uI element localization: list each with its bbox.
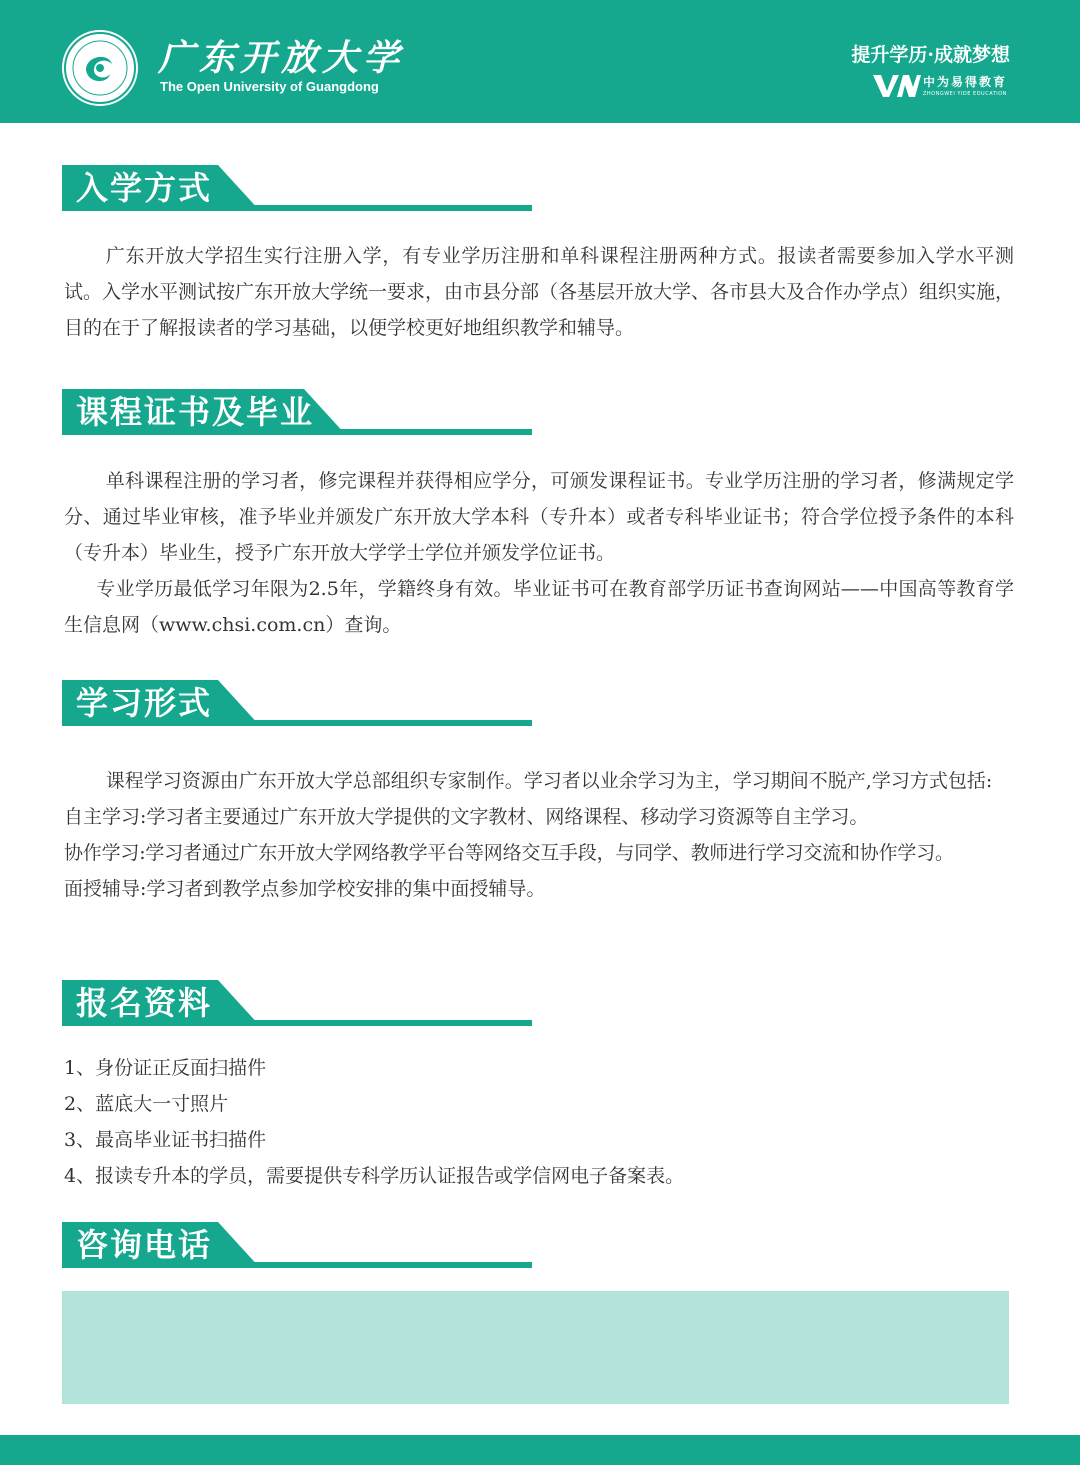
brand-name-cn: 中为易得教育 [923,75,1008,89]
footer-bar [0,1435,1080,1465]
study-mode-item: 协作学习:学习者通过广东开放大学网络教学平台等网络交互手段，与同学、教师进行学习交流和协作学习。 [64,842,954,864]
university-name-en: The Open University of Guangdong [160,79,379,94]
paragraph: 课程学习资源由广东开放大学总部组织专家制作。学习者以业余学习为主，学习期间不脱产,学习方式包括: [105,770,993,792]
list-item: 3、最高毕业证书扫描件 [64,1129,267,1151]
paragraph: 广东开放大学招生实行注册入学，有专业学历注册和单科课程注册两种方式。报读者需要参加入学水平测试。入学水平测试按广东开放大学统一要求，由市县分部（各基层开放大学、各市县大及合作办学点）组织实施，目的在于了解报读者的学习基础，以便学校更好地组织教学和辅导。 [64,245,1015,339]
section-title: 课程证书及毕业 [76,393,315,431]
paragraph: 专业学历最低学习年限为2.5年，学籍终身有效。毕业证书可在教育部学历证书查询网站——中国高等教育学生信息网（www.chsi.com.cn）查询。 [64,578,1014,636]
study-form-text [64,763,1014,907]
section-title: 学习形式 [76,684,213,722]
header-banner [0,0,1080,123]
section-heading-certificate [62,389,532,435]
paragraph: 单科课程注册的学习者，修完课程并获得相应学分，可颁发课程证书。专业学历注册的学习者，修满规定学分、通过毕业审核，准予毕业并颁发广东开放大学本科（专升本）或者专科毕业证书；符合学位授予条件的本科（专升本）毕业生，授予广东开放大学学士学位并颁发学位证书。 [64,470,1014,564]
study-mode-item: 面授辅导:学习者到教学点参加学校安排的集中面授辅导。 [64,878,546,900]
section-title: 咨询电话 [76,1226,213,1264]
certificate-text [64,463,1014,643]
list-item: 2、蓝底大一寸照片 [64,1093,229,1115]
brand-name-en: ZHONGWEI YIDE EDUCATION [923,91,1007,97]
brand-mark-icon [873,73,921,99]
section-title: 入学方式 [76,169,213,207]
materials-list [64,1050,1014,1194]
list-item: 4、报读专升本的学员，需要提供专科学历认证报告或学信网电子备案表。 [64,1165,685,1187]
section-heading-consult [62,1222,532,1268]
slogan: 提升学历·成就梦想 [851,44,1010,66]
study-mode-item: 自主学习:学习者主要通过广东开放大学提供的文字教材、网络课程、移动学习资源等自主学习。 [64,806,869,828]
section-heading-enrollment [62,165,532,211]
section-title: 报名资料 [76,984,213,1022]
contact-box [62,1291,1009,1404]
section-heading-study-form [62,680,532,726]
university-logo-icon [62,30,138,106]
enrollment-text [64,238,1014,346]
university-name-cn: 广东开放大学 [158,37,405,79]
brand-logo [873,73,1013,103]
section-heading-materials [62,980,532,1026]
list-item: 1、身份证正反面扫描件 [64,1057,267,1079]
